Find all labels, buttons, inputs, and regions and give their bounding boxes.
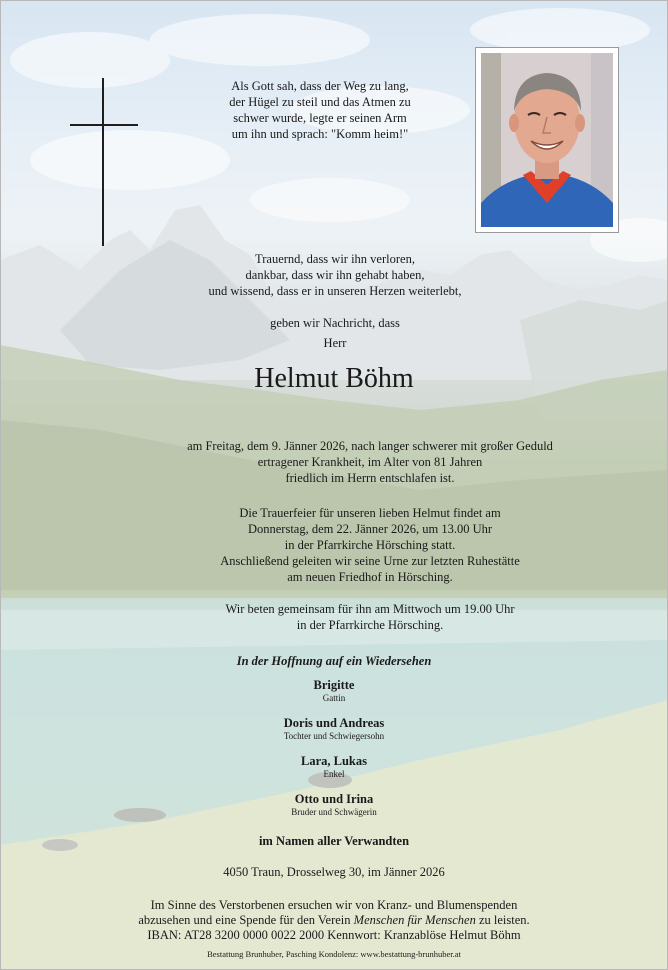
prayer-line: Wir beten gemeinsam für ihn am Mittwoch um 19.00 Uhr: [225, 602, 515, 616]
family-member-relation: Tochter und Schwiegersohn: [283, 731, 385, 741]
funeral-line: Donnerstag, dem 22. Jänner 2026, um 13.00 Uhr: [247, 522, 493, 536]
poem-line: Als Gott sah, dass der Weg zu lang,: [231, 79, 409, 93]
death-line: friedlich im Herrn entschlafen ist.: [285, 471, 455, 485]
donation-text: abzusehen und eine Spende für den Verein: [138, 913, 354, 927]
notice-line: Herr: [323, 336, 347, 350]
poem-line: schwer wurde, legte er seinen Arm: [233, 111, 407, 125]
prayer-line: in der Pfarrkirche Hörsching.: [296, 618, 444, 632]
family-member-relation: Gattin: [322, 693, 346, 703]
mourning-line: dankbar, dass wir ihn gehabt haben,: [245, 268, 425, 282]
mourning-line: und wissend, dass er in unseren Herzen weiterlebt,: [208, 284, 462, 298]
hope-line: In der Hoffnung auf ein Wiedersehen: [236, 654, 432, 668]
charity-name: Menschen für Menschen: [353, 913, 476, 927]
mourning-line: Trauernd, dass wir ihn verloren,: [255, 252, 415, 266]
footer-credit: Bestattung Brunhuber, Pasching Kondolenz: www.bestattung-brunhuber.at: [207, 949, 461, 959]
family-member-name: Brigitte: [313, 678, 355, 692]
poem-line: der Hügel zu steil und das Atmen zu: [229, 95, 411, 109]
notice-line: geben wir Nachricht, dass: [270, 316, 400, 330]
funeral-line: Anschließend geleiten wir seine Urne zur letzten Ruhestätte: [220, 554, 520, 568]
family-member-name: Otto und Irina: [294, 792, 374, 806]
family-member-relation: Bruder und Schwägerin: [291, 807, 377, 817]
family-member-relation: Enkel: [323, 769, 345, 779]
donation-text-end: zu leisten.: [475, 913, 530, 927]
address-line: 4050 Traun, Drosselweg 30, im Jänner 2026: [223, 865, 445, 879]
relatives-text: im Namen aller Verwandten: [258, 834, 410, 848]
family-member-name: Doris und Andreas: [283, 716, 385, 730]
family-member-name: Lara, Lukas: [301, 754, 367, 768]
funeral-line: Die Trauerfeier für unseren lieben Helmut findet am: [239, 506, 501, 520]
poem-line: um ihn und sprach: "Komm heim!": [231, 127, 409, 141]
iban-line: IBAN: AT28 3200 0000 0022 2000 Kennwort: Kranzablöse Helmut Böhm: [147, 928, 521, 942]
donation-line: Im Sinne des Verstorbenen ersuchen wir von Kranz- und Blumenspenden: [150, 898, 518, 912]
deceased-name: Helmut Böhm: [254, 363, 414, 394]
funeral-line: in der Pfarrkirche Hörsching statt.: [284, 538, 456, 552]
death-line: am Freitag, dem 9. Jänner 2026, nach langer schwerer mit großer Geduld: [187, 439, 553, 453]
funeral-line: am neuen Friedhof in Hörsching.: [287, 570, 453, 584]
death-line: ertragener Krankheit, im Alter von 81 Jahren: [257, 455, 483, 469]
